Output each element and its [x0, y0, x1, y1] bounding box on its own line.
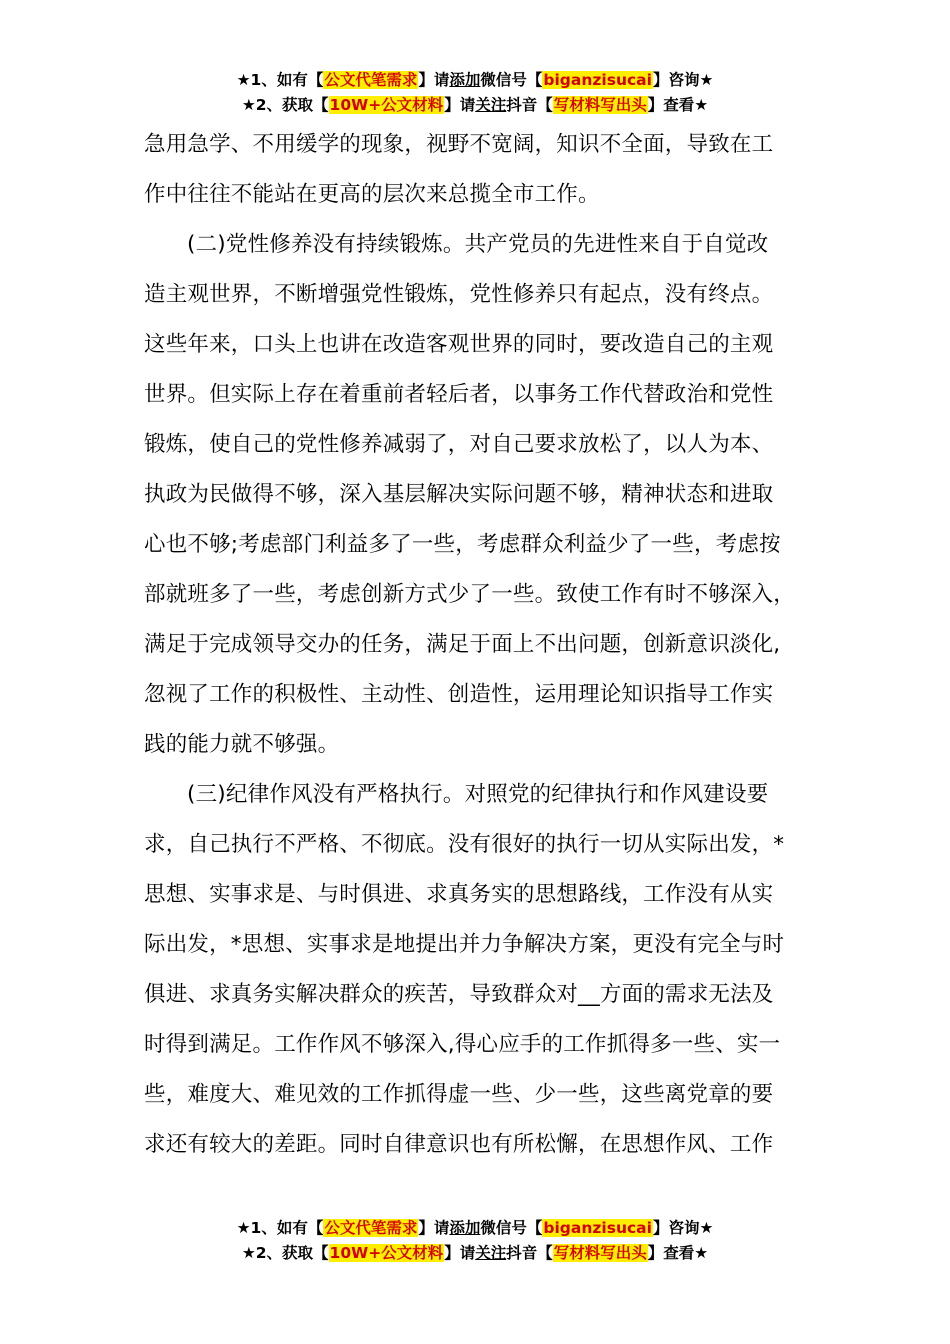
text-line: 急用急学、不用缓学的现象，视野不宽阔，知识不全面，导致在工 [144, 132, 774, 157]
text-line: 这些年来，口头上也讲在改造客观世界的同时，要改造自己的主观 [144, 332, 774, 357]
banner-text: ★1、如有【 [236, 71, 324, 89]
header-banner [0, 68, 950, 118]
text-line: 锻炼，使自己的党性修养减弱了，对自己要求放松了，以人为本、 [144, 432, 774, 457]
emphasis-text: 添加 [449, 1219, 481, 1237]
emphasis-text: 添加 [449, 71, 481, 89]
text-line: (二)党性修养没有持续锻炼。共产党员的先进性来自于自觉改 [187, 232, 769, 257]
highlight-tag: 10W+公文材料 [329, 1244, 444, 1262]
banner-text: ★2、获取【 [241, 96, 329, 114]
banner-text: 】咨询★ [652, 71, 714, 89]
banner-text: 】请 [418, 1219, 450, 1237]
douyin-id-tag: 写材料写出头 [553, 1244, 647, 1262]
paragraph-party-spirit [144, 220, 810, 770]
banner-text: 】查看★ [647, 1244, 709, 1262]
text-line: 求，自己执行不严格、不彻底。没有很好的执行一切从实际出发，* [144, 832, 785, 857]
banner-text: 】请 [444, 96, 476, 114]
text-line: 造主观世界，不断增强党性锻炼，党性修养只有起点，没有终点。 [144, 282, 774, 307]
text-line: 忽视了工作的积极性、主动性、创造性，运用理论知识指导工作实 [144, 682, 774, 707]
banner-text: 】请 [418, 71, 450, 89]
banner-line-1 [0, 1216, 950, 1241]
highlight-tag: 公文代笔需求 [324, 71, 418, 89]
banner-text: ★2、获取【 [241, 1244, 329, 1262]
wechat-id-tag: biganzisucai [543, 1219, 652, 1237]
banner-text: 抖音【 [506, 96, 553, 114]
text-line: 执政为民做得不够，深入基层解决实际问题不够，精神状态和进取 [144, 482, 774, 507]
text-line: 求还有较大的差距。同时自律意识也有所松懈，在思想作风、工作 [144, 1132, 774, 1157]
banner-text: 微信号【 [480, 1219, 543, 1237]
highlight-tag: 10W+公文材料 [329, 96, 444, 114]
text-line: 些，难度大、难见效的工作抓得虚一些、少一些，这些离党章的要 [144, 1082, 774, 1107]
text-line: 践的能力就不够强。 [144, 732, 340, 757]
paragraph-continuation [144, 120, 810, 220]
footer-banner [0, 1216, 950, 1266]
wechat-id-tag: biganzisucai [543, 71, 652, 89]
banner-line-2 [0, 1241, 950, 1266]
paragraph-discipline [144, 770, 810, 1170]
banner-text: ★1、如有【 [236, 1219, 324, 1237]
banner-line-2 [0, 93, 950, 118]
banner-text: 】咨询★ [652, 1219, 714, 1237]
banner-text: 微信号【 [480, 71, 543, 89]
banner-line-1 [0, 68, 950, 93]
text-line: 部就班多了一些，考虑创新方式少了一些。致使工作有时不够深入， [144, 582, 796, 607]
text-line: 作中往往不能站在更高的层次来总揽全市工作。 [144, 182, 600, 207]
banner-text: 】请 [444, 1244, 476, 1262]
highlight-tag: 公文代笔需求 [324, 1219, 418, 1237]
text-line: 俱进、求真务实解决群众的疾苦，导致群众对__方面的需求无法及 [144, 982, 774, 1007]
document-body [144, 120, 810, 1170]
text-line: 思想、实事求是、与时俱进、求真务实的思想路线，工作没有从实 [144, 882, 774, 907]
emphasis-text: 关注 [475, 96, 507, 114]
text-line: 心也不够;考虑部门利益多了一些，考虑群众利益少了一些，考虑按 [144, 532, 781, 557]
text-line: 际出发，*思想、实事求是地提出并力争解决方案，更没有完全与时 [144, 932, 785, 957]
text-line: (三)纪律作风没有严格执行。对照党的纪律执行和作风建设要 [187, 782, 769, 807]
banner-text: 抖音【 [506, 1244, 553, 1262]
text-line: 满足于完成领导交办的任务，满足于面上不出问题，创新意识淡化, [144, 632, 781, 657]
douyin-id-tag: 写材料写出头 [553, 96, 647, 114]
banner-text: 】查看★ [647, 96, 709, 114]
text-line: 世界。但实际上存在着重前者轻后者，以事务工作代替政治和党性 [144, 382, 774, 407]
emphasis-text: 关注 [475, 1244, 507, 1262]
text-line: 时得到满足。工作作风不够深入,得心应手的工作抓得多一些、实一 [144, 1032, 781, 1057]
